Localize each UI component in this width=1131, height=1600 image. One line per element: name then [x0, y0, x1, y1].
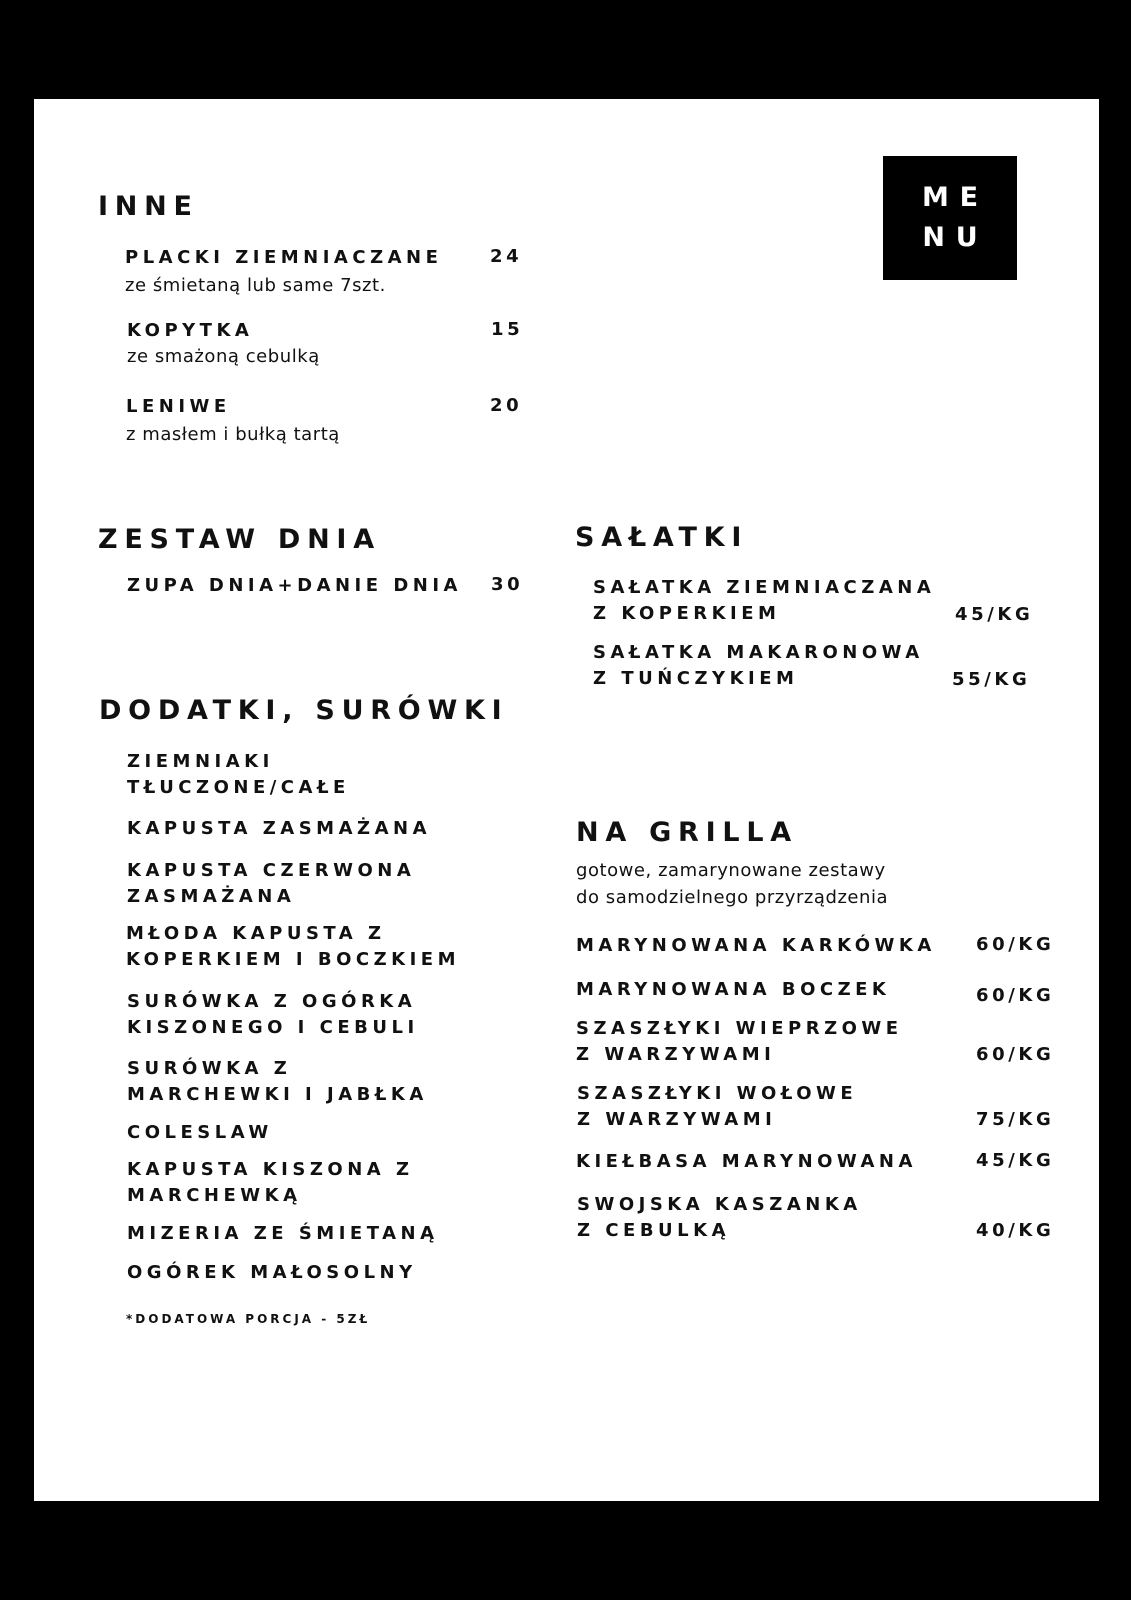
menu-logo-line1: ME [921, 182, 989, 213]
section-heading-zestaw-dnia: ZESTAW DNIA [98, 524, 381, 555]
item-name: PLACKI ZIEMNIACZANE [125, 247, 443, 268]
item-price: 75/KG [976, 1109, 1055, 1130]
item-name: KOPYTKA [127, 320, 254, 341]
section-heading-dodatki: DODATKI, SURÓWKI [99, 695, 509, 726]
side-dish-line: MARCHEWKI I JABŁKA [127, 1084, 428, 1105]
side-dish-line: ZIEMNIAKI [127, 751, 274, 772]
side-dish-line: SURÓWKA Z [127, 1058, 292, 1079]
grill-item-name [576, 1149, 917, 1175]
side-dish-item [127, 1120, 273, 1146]
side-dish-line: ZASMAŻANA [127, 886, 296, 907]
grill-line: Z CEBULKĄ [577, 1220, 731, 1241]
item-price: 60/KG [976, 934, 1055, 955]
side-dish-line: KAPUSTA ZASMAŻANA [127, 818, 431, 839]
section-description: do samodzielnego przyrządzenia [576, 887, 889, 908]
salad-line: SAŁATKA ZIEMNIACZANA [593, 577, 936, 598]
side-dish-item [126, 921, 460, 973]
side-dish-line: COLESLAW [127, 1122, 273, 1143]
grill-item-name [576, 933, 936, 959]
item-price: 24 [490, 246, 523, 267]
grill-line: KIEŁBASA MARYNOWANA [576, 1151, 917, 1172]
salad-item-name [593, 575, 935, 627]
side-dish-line: KAPUSTA KISZONA Z [127, 1159, 414, 1180]
item-price: 30 [491, 574, 524, 595]
salad-item-name [593, 640, 924, 692]
item-price: 40/KG [976, 1220, 1055, 1241]
grill-line: SZASZŁYKI WOŁOWE [577, 1083, 858, 1104]
side-dish-item [127, 1157, 414, 1209]
item-price: 45/KG [976, 1150, 1055, 1171]
extra-portion-note: *DODATOWA PORCJA - 5ZŁ [126, 1312, 371, 1326]
grill-line: Z WARZYWAMI [577, 1109, 777, 1130]
menu-logo [883, 156, 1017, 280]
grill-item-name [576, 1016, 903, 1068]
side-dish-line: MŁODA KAPUSTA Z [126, 923, 386, 944]
grill-line: Z WARZYWAMI [576, 1044, 776, 1065]
grill-line: MARYNOWANA KARKÓWKA [576, 935, 936, 956]
side-dish-item [127, 816, 431, 842]
item-price: 45/KG [955, 604, 1034, 625]
side-dish-item [127, 749, 350, 801]
salad-line: Z KOPERKIEM [593, 603, 781, 624]
grill-line: SZASZŁYKI WIEPRZOWE [576, 1018, 903, 1039]
salad-line: Z TUŃCZYKIEM [593, 668, 799, 689]
grill-item-name [577, 1192, 862, 1244]
side-dish-line: MIZERIA ZE ŚMIETANĄ [127, 1223, 439, 1244]
side-dish-line: TŁUCZONE/CAŁE [127, 777, 350, 798]
side-dish-line: SURÓWKA Z OGÓRKA [127, 991, 417, 1012]
item-description: ze śmietaną lub same 7szt. [125, 275, 386, 296]
item-price: 20 [490, 395, 523, 416]
menu-logo-line2: NU [922, 222, 989, 253]
side-dish-item [127, 1056, 428, 1108]
item-name: LENIWE [126, 396, 231, 417]
side-dish-item [127, 989, 419, 1041]
item-price: 15 [491, 319, 524, 340]
section-description: gotowe, zamarynowane zestawy [576, 860, 886, 881]
item-price: 60/KG [976, 1044, 1055, 1065]
side-dish-line: MARCHEWKĄ [127, 1185, 302, 1206]
item-price: 55/KG [952, 669, 1031, 690]
item-description: ze smażoną cebulką [127, 346, 320, 367]
grill-item-name [576, 977, 890, 1003]
grill-line: MARYNOWANA BOCZEK [576, 979, 891, 1000]
side-dish-line: KISZONEGO I CEBULI [127, 1017, 419, 1038]
side-dish-item [127, 1221, 439, 1247]
section-heading-inne: INNE [98, 191, 199, 222]
grill-line: SWOJSKA KASZANKA [577, 1194, 862, 1215]
side-dish-line: OGÓREK MAŁOSOLNY [127, 1262, 417, 1283]
salad-line: SAŁATKA MAKARONOWA [593, 642, 924, 663]
menu-page [34, 99, 1099, 1501]
item-name: ZUPA DNIA+DANIE DNIA [127, 575, 462, 596]
side-dish-item [127, 1260, 417, 1286]
item-price: 60/KG [976, 985, 1055, 1006]
side-dish-line: KOPERKIEM I BOCZKIEM [126, 949, 461, 970]
section-heading-salatki: SAŁATKI [575, 522, 749, 553]
side-dish-line: KAPUSTA CZERWONA [127, 860, 416, 881]
section-heading-na-grilla: NA GRILLA [576, 817, 798, 848]
item-description: z masłem i bułką tartą [126, 424, 340, 445]
grill-item-name [577, 1081, 857, 1133]
side-dish-item [127, 858, 415, 910]
